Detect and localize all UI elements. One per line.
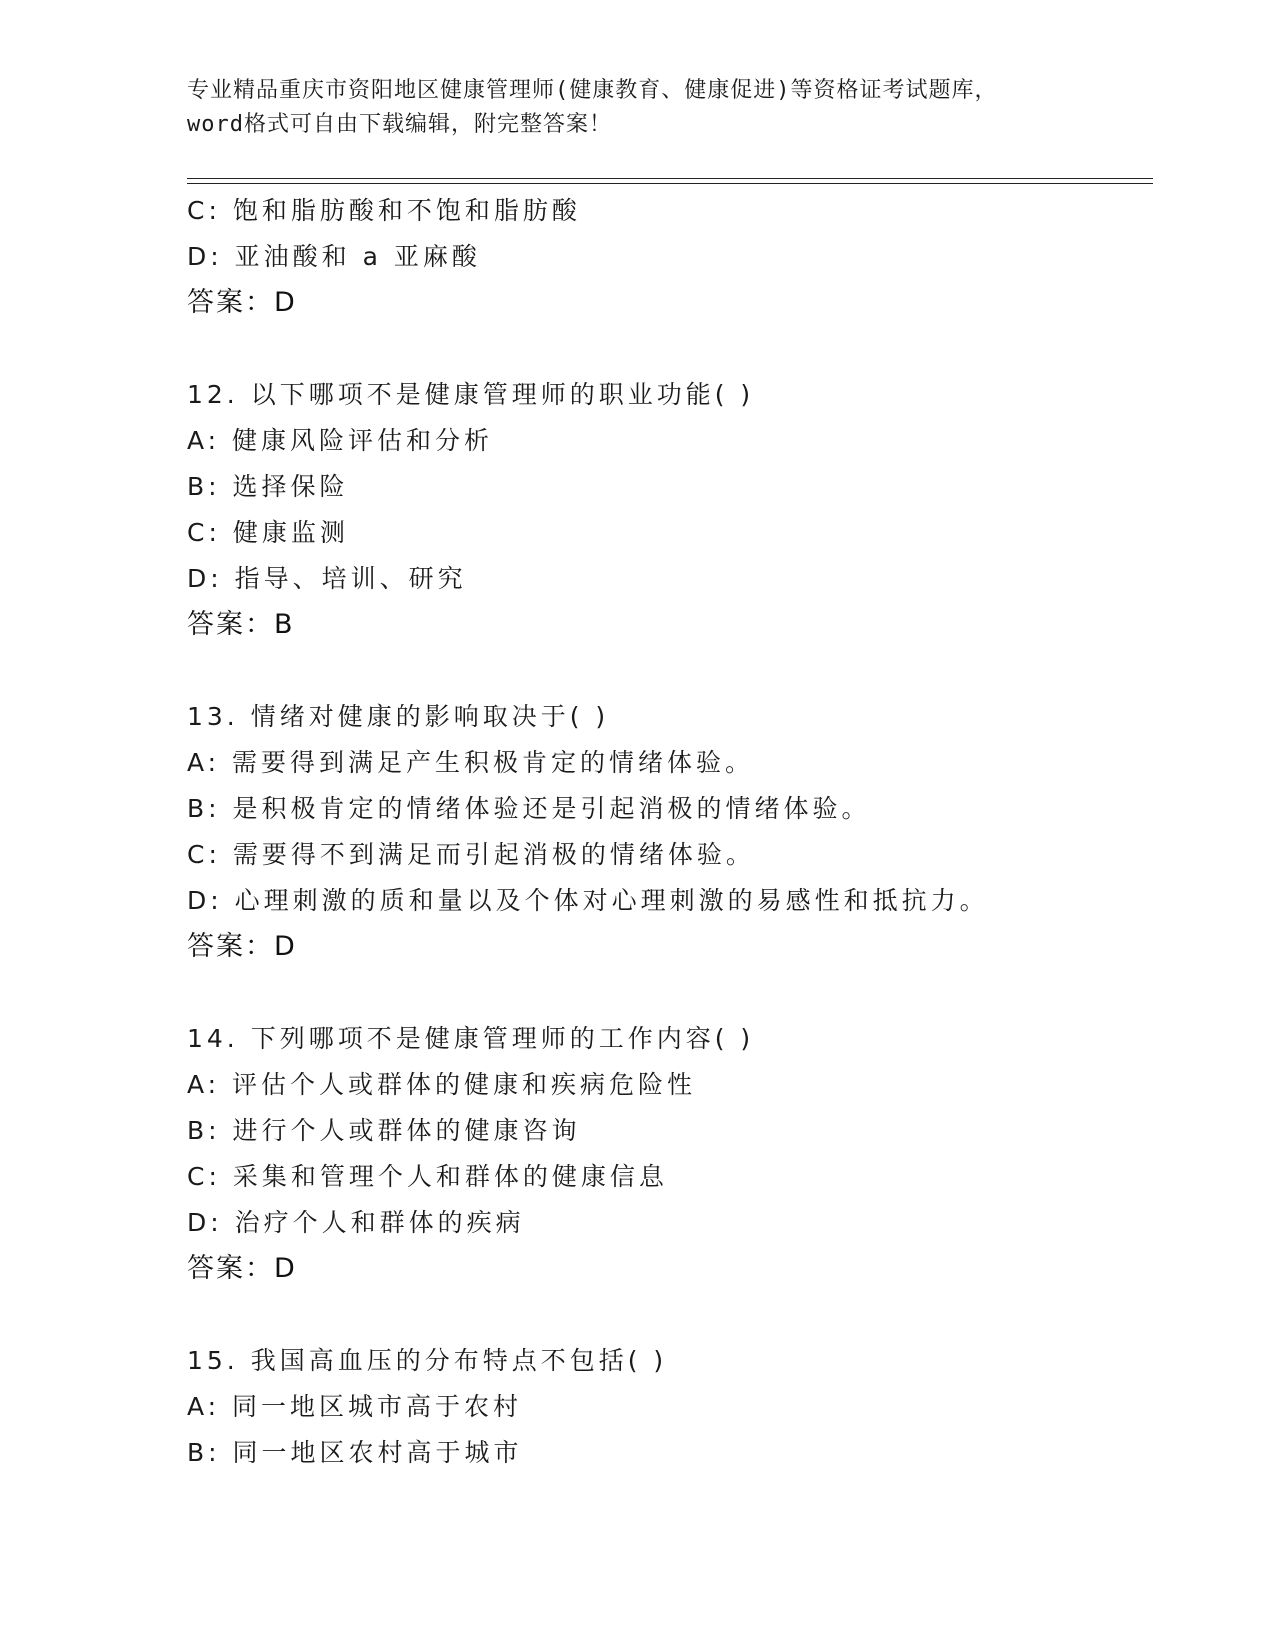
option-b: B: 进行个人或群体的健康咨询 (187, 1116, 581, 1145)
question-block-13 (187, 694, 1187, 970)
header-divider-top (187, 178, 1153, 179)
document-header (187, 74, 1087, 142)
option-a: A: 健康风险评估和分析 (187, 426, 494, 455)
option-d: D: 心理刺激的质和量以及个体对心理刺激的易感性和抵抗力。 (187, 886, 989, 915)
answer-line: 答案：D (187, 1253, 297, 1284)
header-line-2: word格式可自由下载编辑，附完整答案！ (187, 112, 612, 137)
question-stem: 15. 我国高血压的分布特点不包括( ) (187, 1346, 668, 1375)
question-stem: 13. 情绪对健康的影响取决于( ) (187, 702, 610, 731)
question-list (187, 188, 1187, 1476)
option-d: D: 指导、培训、研究 (187, 564, 467, 593)
spacer (187, 326, 1187, 372)
header-divider-bottom (187, 183, 1153, 184)
option-a: A: 同一地区城市高于农村 (187, 1392, 523, 1421)
option-a: A: 需要得到满足产生积极肯定的情绪体验。 (187, 748, 755, 777)
option-b: B: 选择保险 (187, 472, 349, 501)
header-line-1: 专业精品重庆市资阳地区健康管理师(健康教育、健康促进)等资格证考试题库， (187, 78, 998, 103)
question-block-11-tail (187, 188, 1187, 326)
option-c: C: 健康监测 (187, 518, 349, 547)
option-a: A: 评估个人或群体的健康和疾病危险性 (187, 1070, 697, 1099)
spacer (187, 970, 1187, 1016)
question-block-14 (187, 1016, 1187, 1292)
answer-line: 答案：B (187, 609, 295, 640)
option-c: C: 采集和管理个人和群体的健康信息 (187, 1162, 668, 1191)
spacer (187, 648, 1187, 694)
option-d: D: 亚油酸和 a 亚麻酸 (187, 242, 481, 271)
spacer (187, 1292, 1187, 1338)
question-block-12 (187, 372, 1187, 648)
option-c: C: 需要得不到满足而引起消极的情绪体验。 (187, 840, 755, 869)
option-b: B: 同一地区农村高于城市 (187, 1438, 523, 1467)
answer-line: 答案：D (187, 931, 297, 962)
option-d: D: 治疗个人和群体的疾病 (187, 1208, 525, 1237)
question-block-15 (187, 1338, 1187, 1476)
answer-line: 答案：D (187, 287, 297, 318)
option-c: C: 饱和脂肪酸和不饱和脂肪酸 (187, 196, 581, 225)
question-stem: 12. 以下哪项不是健康管理师的职业功能( ) (187, 380, 755, 409)
option-b: B: 是积极肯定的情绪体验还是引起消极的情绪体验。 (187, 794, 871, 823)
question-stem: 14. 下列哪项不是健康管理师的工作内容( ) (187, 1024, 755, 1053)
